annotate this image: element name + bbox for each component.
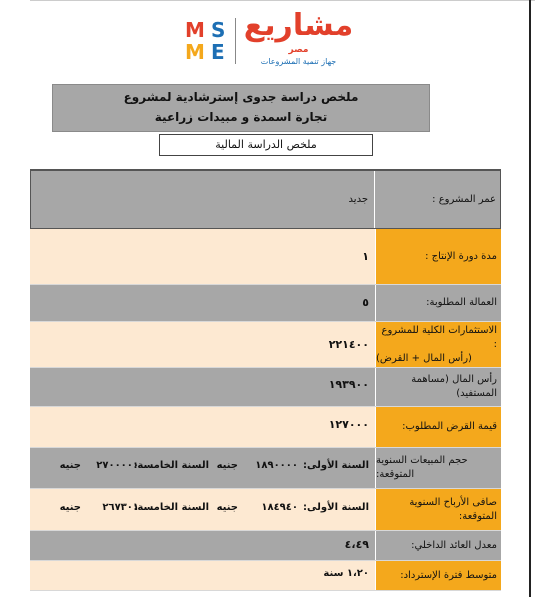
msme-letter-s: S <box>211 18 226 42</box>
loan-value: ١٢٧٠٠٠ <box>328 418 369 431</box>
label-cell <box>375 171 500 228</box>
label-cell <box>376 229 501 284</box>
profit-year1-currency: جنيه <box>216 502 238 513</box>
sales-year5-value: ٢٧٠٠٠٠٠ <box>96 460 139 471</box>
sales-label-2: المتوقعة: <box>376 469 415 480</box>
label-cell <box>376 368 501 406</box>
value-cell <box>30 229 376 284</box>
page-top-edge <box>30 0 535 1</box>
value-cell <box>30 448 376 488</box>
capital-value: ١٩٣٩٠٠ <box>328 378 369 391</box>
label-cell <box>376 448 501 488</box>
banner-line-2: تجارة اسمدة و مبيدات زراعية <box>154 110 328 124</box>
row-payback <box>30 561 501 591</box>
title-banner <box>52 84 430 132</box>
labor-value: ٥ <box>362 296 369 309</box>
row-profit <box>30 489 501 531</box>
msme-letter-m1: M <box>185 18 205 42</box>
page-right-border <box>529 0 531 597</box>
profit-year1-value: ١٨٤٩٤٠ <box>261 502 298 513</box>
row-project-age <box>30 170 501 229</box>
label-cell <box>376 531 501 560</box>
value-cell <box>30 368 376 406</box>
production-cycle-label: مدة دورة الإنتاج : <box>425 250 497 262</box>
row-irr <box>30 531 501 561</box>
sales-year5-currency: جنيه <box>59 460 81 471</box>
sales-year5-label: السنة الخامسة: <box>133 460 209 471</box>
sales-year1-label: السنة الأولى: <box>303 460 369 471</box>
logo-separator <box>235 18 236 64</box>
payback-value: ١،٢٠ سنة <box>323 568 369 579</box>
profit-year5-value: ٢٦٧٣٠١ <box>102 502 139 513</box>
labor-label: العمالة المطلوبة: <box>426 297 497 308</box>
value-cell <box>30 285 376 321</box>
value-cell <box>30 561 376 590</box>
financial-summary-title: ملخص الدراسة المالية <box>159 134 373 156</box>
investments-value: ٢٢١٤٠٠ <box>328 338 369 351</box>
sales-label-1: حجم المبيعات السنوية <box>376 455 468 466</box>
brand-country: مصر <box>288 45 309 55</box>
row-production-cycle <box>30 229 501 285</box>
irr-value: ٤،٤٩ <box>344 538 369 551</box>
profit-year5-label: السنة الخامسة: <box>133 502 209 513</box>
profit-year5-currency: جنيه <box>59 502 81 513</box>
msme-letter-m2: M <box>185 40 205 64</box>
loan-label: قيمة القرض المطلوب: <box>402 421 497 432</box>
profit-label: صافى الأرباح السنوية المتوقعة: <box>409 496 497 522</box>
label-cell <box>376 285 501 321</box>
msme-letters <box>183 14 237 64</box>
project-age-label: عمر المشروع : <box>432 193 496 205</box>
label-cell <box>376 322 501 367</box>
label-cell <box>376 407 501 447</box>
payback-label: متوسط فترة الإسترداد: <box>400 569 497 581</box>
msme-logo <box>183 8 358 76</box>
project-age-value: جديد <box>348 194 368 205</box>
row-loan <box>30 407 501 448</box>
value-cell <box>30 407 376 447</box>
row-investments <box>30 322 501 368</box>
value-cell <box>30 322 376 367</box>
label-cell <box>376 489 501 530</box>
brand-subtitle: جهاز تنمية المشروعات <box>260 57 337 66</box>
row-capital <box>30 368 501 407</box>
msme-letter-e: E <box>211 40 225 64</box>
profit-year1-label: السنة الأولى: <box>303 502 369 513</box>
value-cell <box>30 531 376 560</box>
brand-wordmark: مشاريع <box>243 8 354 43</box>
capital-label: رأس المال (مساهمة المستفيد) <box>411 374 497 399</box>
production-cycle-value: ١ <box>362 250 369 263</box>
row-labor <box>30 285 501 322</box>
row-sales <box>30 448 501 489</box>
value-cell <box>30 489 376 530</box>
summary-table <box>30 169 501 591</box>
investments-label-2: (رأس المال + القرض) <box>376 352 472 364</box>
label-cell <box>376 561 501 590</box>
banner-line-1: ملخص دراسة جدوى إسترشادية لمشروع <box>123 90 359 104</box>
irr-label: معدل العائد الداخلي: <box>411 539 497 551</box>
sales-year1-currency: جنيه <box>216 460 238 471</box>
sales-year1-value: ١٨٩٠٠٠٠ <box>255 460 298 471</box>
investments-label-1: الاستثمارات الكلية للمشروع : <box>381 324 497 350</box>
value-cell <box>31 171 375 228</box>
